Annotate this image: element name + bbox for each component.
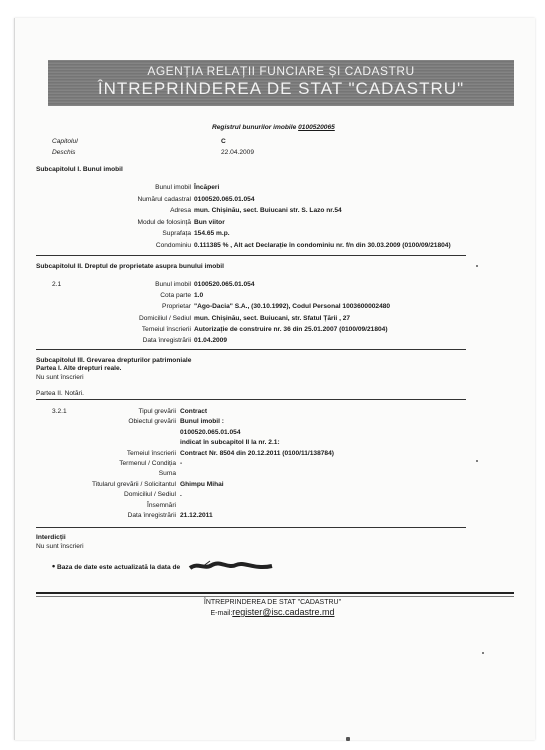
- section3-row-value: indicat în subcapitol II la nr. 2.1:: [180, 439, 280, 447]
- agency-name: AGENȚIA RELAȚII FUNCIARE ȘI CADASTRU: [147, 64, 415, 78]
- enterprise-name: ÎNTREPRINDEREA DE STAT "CADASTRU": [97, 79, 465, 98]
- registry-title-text: Registrul bunurilor imobile: [212, 124, 297, 131]
- section2-row-value: 1.0: [194, 292, 204, 300]
- scan-speck: [346, 737, 350, 741]
- section1-row-value: Bun viitor: [194, 218, 225, 226]
- section3-row-label: Tipul grevării: [138, 408, 176, 415]
- section1-row-value: 0.111385 % , Alt act Declarație în condominiu nr. f/n din 30.03.2009 (0100/09/21804): [194, 241, 451, 249]
- section3-row-label: Domiciliul / Sediul: [123, 491, 176, 499]
- section2-row-label: Domiciliul / Sediul: [138, 314, 191, 322]
- section1-heading: Subcapitolul I. Bunul imobil: [36, 166, 123, 173]
- section2-row-value: 01.04.2009: [194, 337, 228, 344]
- section3-row-value: 21.12.2011: [180, 512, 213, 519]
- header-banner: [48, 60, 514, 106]
- chapter-value: C: [221, 138, 226, 145]
- section3-row-label: Data înregistrării: [127, 512, 176, 519]
- redacted-date-scribble: [188, 560, 274, 572]
- section3-row-label: Obiectul grevării: [128, 418, 176, 426]
- section3-entry-no: 3.2.1: [52, 408, 67, 415]
- section1-row-label: Numărul cadastral: [137, 195, 191, 203]
- section1-row-value: 154.65 m.p.: [194, 230, 230, 237]
- section1-row-label: Adresa: [170, 207, 191, 214]
- interdictions-heading: Interdicții: [36, 534, 66, 541]
- section1-row-value: 0100520.065.01.054: [194, 195, 255, 203]
- section3-heading: Subcapitolul III. Grevarea drepturilor patrimoniale: [36, 357, 192, 364]
- section2-row-value: 0100520.065.01.054: [194, 281, 255, 288]
- section1-row-label: Bunul imobil: [155, 184, 191, 191]
- section1-row-label: Condominiu: [155, 241, 191, 249]
- section1-row-value: mun. Chișinău, sect. Buiucani str. S. Lazo nr.54: [194, 207, 342, 214]
- section2-row-label: Proprietar: [162, 303, 191, 311]
- section2-row-label: Temeiul înscrierii: [141, 325, 191, 333]
- section2-row-label: Bunul imobil: [155, 281, 191, 288]
- section3-row-label: Însemnări: [147, 501, 176, 509]
- section3-row-label: Suma: [158, 470, 176, 478]
- footer-divider-thin: [36, 596, 514, 597]
- section2-row-value: Autorizație de construire nr. 36 din 25.01.2007 (0100/09/21804): [194, 325, 388, 333]
- section2-row-label: Data înregistrării: [142, 337, 191, 344]
- divider: [36, 399, 466, 400]
- footer-divider: [36, 592, 514, 594]
- section3-row-value: -: [180, 460, 183, 467]
- part1-heading: Partea I. Alte drepturi reale.: [36, 365, 122, 372]
- footer-email-label: E-mail:: [210, 610, 233, 617]
- divider: [36, 527, 466, 528]
- section3-row-value: Contract Nr. 8504 din 20.12.2011 (0100/11/138784): [180, 449, 334, 457]
- section2-heading: Subcapitolul II. Dreptul de proprietate asupra bunului imobil: [36, 263, 224, 270]
- divider: [36, 255, 466, 256]
- database-update-note: • Baza de date este actualizată la data de: [52, 561, 181, 571]
- interdictions-note: Nu sunt înscrieri: [36, 543, 84, 550]
- section3-row-value: 0100520.065.01.054: [180, 428, 241, 436]
- section3-row-label: Temeiul înscrierii: [126, 449, 176, 457]
- footer-org: ÎNTREPRINDEREA DE STAT "CADASTRU": [203, 599, 342, 606]
- footer-email-link[interactable]: register@isc.cadastre.md: [232, 607, 335, 617]
- scan-speck: [482, 652, 484, 654]
- section3-row-value: Bunul imobil :: [180, 418, 224, 426]
- chapter-label: Capitolul: [52, 138, 78, 145]
- scan-speck: [476, 265, 478, 267]
- footer-email-line: [0, 608, 545, 618]
- section1-row-value: Încăperi: [194, 184, 220, 191]
- part1-note: Nu sunt înscrieri: [36, 374, 84, 381]
- opened-value: 22.04.2009: [221, 149, 255, 156]
- section2-row-label: Cota parte: [160, 292, 191, 300]
- divider: [36, 349, 466, 350]
- scan-speck: [476, 460, 478, 462]
- section2-row-value: "Ago-Dacia" S.A., (30.10.1992), Codul Personal 1003600002480: [194, 303, 391, 311]
- registry-title: [212, 124, 335, 132]
- section1-row-label: Suprafața: [162, 230, 191, 237]
- database-update-text: Baza de date este actualizată la data de: [57, 564, 181, 571]
- section3-row-label: Titularul grevării / Solicitantul: [91, 480, 176, 488]
- section3-row-value: Ghimpu Mihai: [180, 480, 224, 488]
- section3-row-value: Contract: [180, 408, 208, 415]
- section1-row-label: Modul de folosință: [137, 218, 191, 226]
- section2-row-value: mun. Chișinău, sect. Buiucani, str. Sfatul Țării , 27: [194, 314, 351, 322]
- opened-label: Deschis: [52, 149, 76, 156]
- part2-heading: Partea II. Notări.: [36, 390, 85, 397]
- registry-number: 0100520065: [298, 124, 335, 131]
- section3-row-value: .: [180, 491, 182, 499]
- section3-row-label: Termenul / Condiția: [119, 460, 176, 467]
- section2-entry-no: 2.1: [52, 281, 62, 288]
